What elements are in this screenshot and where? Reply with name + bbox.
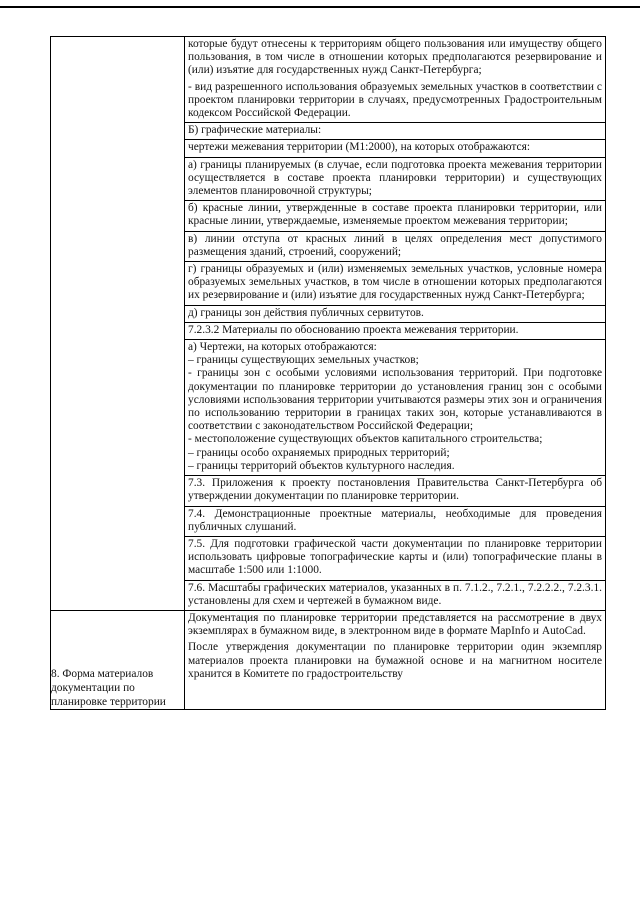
item-a: а) границы планируемых (в случае, если подготовка проекта межевания территории осуществляется в составе проекта планировки территории) и существующих элементов планировочной структуры; (185, 157, 605, 201)
item-d: д) границы зон действия публичных сервитутов. (185, 305, 605, 322)
drawings-intro: чертежи межевания территории (М1:2000), на которых отображаются: (185, 139, 605, 156)
allowed-use-item: - вид разрешенного использования образуемых земельных участков в соответствии с проектом планировки территории в случаях, предусмотренных Градостроительным кодексом Российской Федерации. (188, 80, 602, 120)
section-7-4: 7.4. Демонстрационные проектные материалы, необходимые для проведения публичных слушаний. (185, 506, 605, 536)
justification-line: - границы зон с особыми условиями использования территорий. При подготовке документации по планировке территории до установления границ зон с особыми условиями использования территории учитываются размеры этих зон и ограничения по использованию территории в границах таких зон, которые устанавливаются в соответствии с законодательством Российской Федерации; (188, 367, 602, 433)
section-8-content (185, 610, 606, 709)
section-7-3: 7.3. Приложения к проекту постановления Правительства Санкт-Петербурга об утверждении документации по планировке территории. (185, 475, 605, 505)
section-7-6: 7.6. Масштабы графических материалов, указанных в п. 7.1.2., 7.2.1., 7.2.2.2., 7.2.3.1. установлены для схем и чертежей в бумажном виде. (185, 580, 605, 610)
justification-line: – границы существующих земельных участков; (188, 354, 419, 367)
graphics-title: Б) графические материалы: (185, 122, 605, 139)
section-8-label-cell (51, 610, 185, 709)
justification-block (185, 339, 605, 475)
row-label-empty (51, 37, 185, 611)
continued-text: которые будут отнесены к территориям общего пользования или имуществу общего пользования, в том числе в отношении которых предполагаются резервирование и (или) изъятие для государственных нужд Санкт-Петербурга; (188, 38, 602, 77)
item-b: б) красные линии, утвержденные в составе проекта планировки территории, или красные линии, утверждаемые, изменяемые проектом межевания территории; (185, 200, 605, 230)
table-row-section-7 (51, 37, 606, 611)
section-8-paragraph-1: Документация по планировке территории представляется на рассмотрение в двух экземплярах в бумажном виде, в электронном виде в формате MapInfo и AutoCad. (188, 611, 602, 638)
document-table (50, 36, 606, 710)
section-7-5: 7.5. Для подготовки графической части документации по планировке территории использовать цифровые топографические карты и (или) топографические планы в масштабе 1:500 или 1:1000. (185, 536, 605, 580)
item-v: в) линии отступа от красных линий в целях определения мест допустимого размещения зданий, строений, сооружений; (185, 231, 605, 261)
section-8-label: 8. Форма материалов документации по планировке территории (51, 667, 166, 708)
justification-line: а) Чертежи, на которых отображаются: (188, 341, 377, 354)
justification-line: - местоположение существующих объектов капитального строительства; (188, 433, 543, 446)
page-top-rule (0, 6, 640, 8)
section-7-2-3-2-heading: 7.2.3.2 Материалы по обоснованию проекта межевания территории. (185, 322, 605, 339)
item-g: г) границы образуемых и (или) изменяемых земельных участков, условные номера образуемых земельных участков, в том числе в отношении которых предполагаются их резервирование и (или) изъятие для государственных нужд Санкт-Петербурга; (185, 261, 605, 305)
justification-line: – границы особо охраняемых природных территорий; (188, 446, 450, 459)
table-row-section-8 (51, 610, 606, 709)
section-7-content (185, 37, 606, 611)
justification-line: – границы территорий объектов культурного наследия. (188, 459, 455, 472)
section-8-paragraph-2: После утверждения документации по планировке территории один экземпляр материалов проекта планировки на бумажной основе и на магнитном носителе хранится в Комитете по градостроительству (188, 641, 602, 680)
